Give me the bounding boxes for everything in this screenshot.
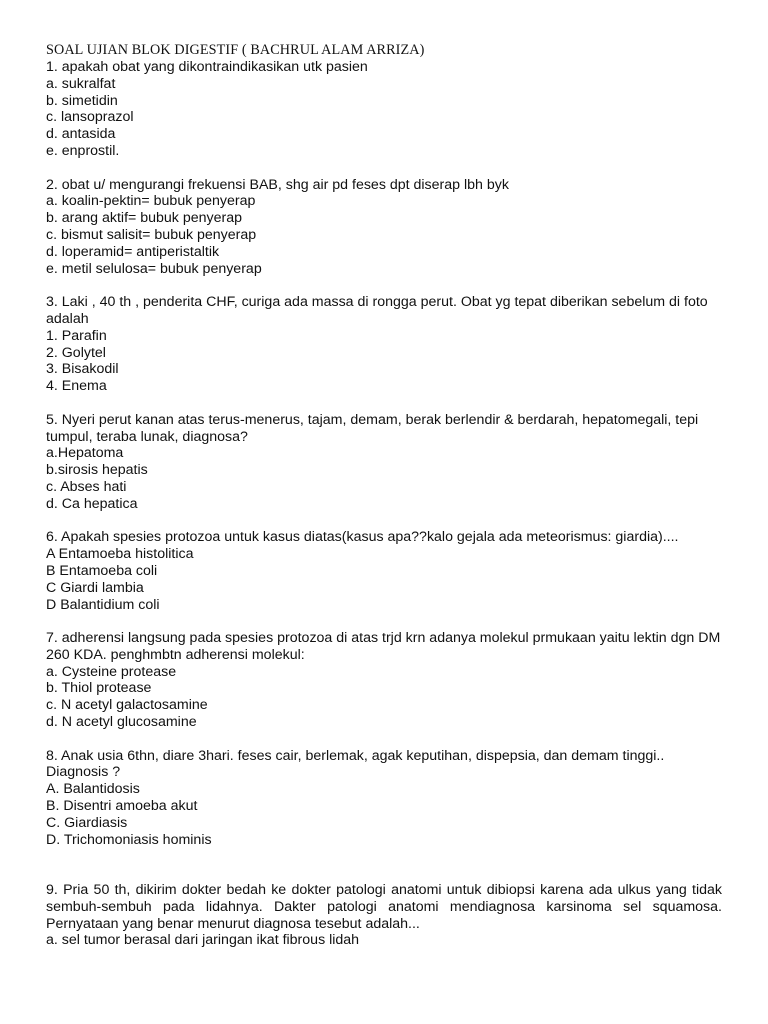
- question-stem: 7. adherensi langsung pada spesies protozoa di atas trjd krn adanya molekul prmukaan yaitu lektin dgn DM 260 KDA. penghmbtn adherensi molekul:: [46, 630, 721, 663]
- answer-option: a. sel tumor berasal dari jaringan ikat fibrous lidah: [46, 932, 360, 949]
- answer-option: a. Cysteine protease: [46, 663, 177, 680]
- question-stem: 5. Nyeri perut kanan atas terus-menerus, tajam, demam, berak berlendir & berdarah, hepatomegali, tepi tumpul, teraba lunak, diagnosa?: [46, 411, 699, 445]
- answer-option: b.sirosis hepatis: [46, 462, 148, 479]
- answer-option: d. loperamid= antiperistaltik: [46, 243, 220, 260]
- question-7: [46, 630, 722, 731]
- answer-option: a.Hepatoma: [46, 445, 124, 462]
- answer-option: C. Giardiasis: [46, 814, 128, 831]
- answer-option: 4. Enema: [46, 378, 107, 395]
- answer-option: c. lansoprazol: [46, 109, 134, 126]
- document-page: [46, 42, 722, 949]
- answer-option: d. Ca hepatica: [46, 495, 138, 512]
- question-stem: 3. Laki , 40 th , penderita CHF, curiga ada massa di rongga perut. Obat yg tepat diberikan sebelum di foto adalah: [46, 294, 708, 327]
- question-8: [46, 748, 722, 849]
- question-stem: 1. apakah obat yang dikontraindikasikan utk pasien: [46, 59, 368, 75]
- answer-option: A Entamoeba histolitica: [46, 546, 194, 563]
- answer-option: 1. Parafin: [46, 327, 107, 344]
- question-1: [46, 59, 722, 160]
- question-9: [46, 882, 722, 949]
- question-6: [46, 529, 722, 613]
- answer-option: c. N acetyl galactosamine: [46, 697, 208, 714]
- answer-option: A. Balantidosis: [46, 781, 140, 798]
- question-2: [46, 177, 722, 278]
- question-3: [46, 294, 722, 395]
- question-stem: 2. obat u/ mengurangi frekuensi BAB, shg air pd feses dpt diserap lbh byk: [46, 176, 509, 193]
- answer-option: B. Disentri amoeba akut: [46, 798, 198, 815]
- answer-option: C Giardi lambia: [46, 579, 144, 596]
- answer-option: e. enprostil.: [46, 142, 120, 159]
- answer-option: c. Abses hati: [46, 478, 127, 495]
- answer-option: d. antasida: [46, 126, 116, 143]
- answer-option: D Balantidium coli: [46, 596, 160, 613]
- answer-option: b. simetidin: [46, 92, 118, 109]
- answer-option: b. arang aktif= bubuk penyerap: [46, 210, 243, 227]
- question-stem: 6. Apakah spesies protozoa untuk kasus diatas(kasus apa??kalo gejala ada meteorismus: giardia)....: [46, 529, 679, 546]
- answer-option: 2. Golytel: [46, 344, 106, 361]
- answer-option: c. bismut salisit= bubuk penyerap: [46, 226, 257, 243]
- answer-option: B Entamoeba coli: [46, 562, 158, 579]
- answer-option: 3. Bisakodil: [46, 361, 119, 378]
- question-stem: 9. Pria 50 th, dikirim dokter bedah ke dokter patologi anatomi untuk dibiopsi karena ada ulkus yang tidak sembuh-sembuh pada lidahnya. Dakter patologi anatomi mendiagnosa karsinoma sel squamosa. Pernyataan yang benar menurut diagnosa tesebut adalah...: [46, 882, 722, 932]
- answer-option: D. Trichomoniasis hominis: [46, 831, 212, 848]
- document-title: SOAL UJIAN BLOK DIGESTIF ( BACHRUL ALAM ARRIZA): [46, 42, 425, 58]
- answer-option: b. Thiol protease: [46, 680, 152, 697]
- answer-option: a. sukralfat: [46, 75, 116, 92]
- question-stem: 8. Anak usia 6thn, diare 3hari. feses cair, berlemak, agak keputihan, dispepsia, dan demam tinggi.. Diagnosis ?: [46, 747, 665, 781]
- answer-option: e. metil selulosa= bubuk penyerap: [46, 260, 262, 277]
- answer-option: d. N acetyl glucosamine: [46, 714, 197, 731]
- question-5: [46, 412, 722, 513]
- answer-option: a. koalin-pektin= bubuk penyerap: [46, 193, 256, 210]
